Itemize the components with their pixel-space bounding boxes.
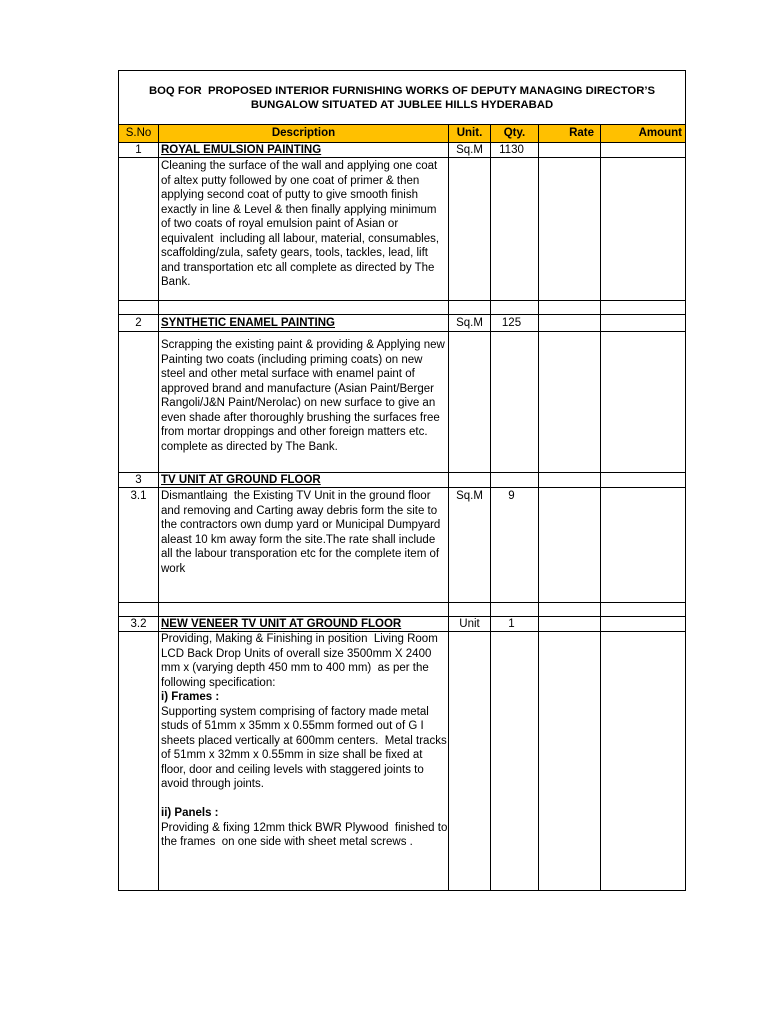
- description-cell: [159, 332, 449, 473]
- description-line: Providing & fixing 12mm thick BWR Plywood finished to: [161, 821, 448, 834]
- specification-panels: [161, 806, 448, 850]
- description-cell: [159, 158, 449, 301]
- sno-cell: [119, 332, 159, 473]
- table-row: [119, 332, 686, 473]
- empty-cell: [119, 301, 159, 315]
- rate-cell: [539, 158, 601, 301]
- description-line: applying second coat of putty to give smooth finish: [161, 189, 418, 201]
- description-line: of two coats of royal emulsion paint of Asian or: [161, 218, 399, 230]
- item-heading: NEW VENEER TV UNIT AT GROUND FLOOR: [159, 617, 449, 632]
- spacer-row: [119, 301, 686, 315]
- empty-cell: [159, 301, 449, 315]
- specification-heading: i) Frames :: [161, 691, 220, 703]
- description-line: aleast 10 km away form the site.The rate shall include: [161, 533, 436, 546]
- empty-cell: [159, 603, 449, 617]
- description-line: Bank.: [161, 276, 191, 288]
- description-line: and removing and Carting away debris form the site to: [161, 504, 438, 517]
- unit-cell: [449, 632, 491, 891]
- empty-cell: [601, 603, 686, 617]
- qty-cell: [491, 473, 539, 488]
- empty-cell: [449, 301, 491, 315]
- description-line: equivalent including all labour, material, consumables,: [161, 232, 440, 245]
- spacer-row: [119, 603, 686, 617]
- table-row: [119, 617, 686, 632]
- unit-cell: Unit: [449, 617, 491, 632]
- description-line: all the labour transporation etc for the complete item of: [161, 548, 440, 560]
- title-line-2: BUNGALOW SITUATED AT JUBLEE HILLS HYDERABAD: [250, 99, 554, 111]
- rate-cell: [539, 332, 601, 473]
- unit-cell: [449, 158, 491, 301]
- description-line: following specification:: [161, 676, 276, 689]
- unit-cell: [449, 473, 491, 488]
- description-line: the frames on one side with sheet metal screws .: [161, 836, 413, 848]
- description-line: and transportation etc all complete as directed by The: [161, 261, 435, 274]
- rate-cell: [539, 315, 601, 332]
- amount-cell: [601, 473, 686, 488]
- column-header-qty: Qty.: [491, 125, 539, 143]
- column-header-row: [119, 125, 686, 143]
- description-line: of altex putty followed by one coat of primer & then: [161, 174, 420, 187]
- table-row: [119, 473, 686, 488]
- item-heading: ROYAL EMULSION PAINTING: [159, 143, 449, 158]
- description-line: Cleaning the surface of the wall and applying one coat: [161, 160, 438, 172]
- item-heading: SYNTHETIC ENAMEL PAINTING: [159, 315, 449, 332]
- table-row: [119, 158, 686, 301]
- description-line: Rangoli/J&N Paint/Nerolac) on new surface to give an: [161, 397, 436, 409]
- description-line: of 51mm x 32mm x 0.55mm in size shall be fixed at: [161, 749, 423, 761]
- unit-cell: Sq.M: [449, 143, 491, 158]
- description-line: Painting two coats (including priming coats) on new: [161, 353, 423, 366]
- qty-cell: 125: [491, 315, 539, 332]
- empty-cell: [491, 603, 539, 617]
- empty-cell: [449, 603, 491, 617]
- description-line: complete as directed by The Bank.: [161, 440, 338, 453]
- description-line: floor, door and ceiling levels with staggered joints to: [161, 763, 424, 776]
- rate-cell: [539, 632, 601, 891]
- item-heading: TV UNIT AT GROUND FLOOR: [159, 473, 449, 488]
- qty-cell: 1: [491, 617, 539, 632]
- description-line: the contractors own dump yard or Municipal Dumpyard: [161, 519, 441, 531]
- qty-cell: [491, 332, 539, 473]
- empty-cell: [119, 603, 159, 617]
- description-line: Providing, Making & Finishing in position Living Room: [161, 633, 438, 645]
- description-line: sheets placed vertically at 600mm centers. Metal tracks: [161, 734, 447, 747]
- empty-cell: [491, 301, 539, 315]
- sno-cell: 2: [119, 315, 159, 332]
- description-line: exactly in line & Level & then finally applying minimum: [161, 203, 437, 216]
- specification-frames: [161, 690, 448, 792]
- unit-cell: Sq.M: [449, 315, 491, 332]
- description-line: Supporting system comprising of factory made metal: [161, 705, 429, 718]
- table-row: [119, 632, 686, 891]
- description-line: avoid through joints.: [161, 778, 264, 790]
- description-line: studs of 51mm x 35mm x 0.55mm formed out of G I: [161, 720, 424, 732]
- amount-cell: [601, 332, 686, 473]
- qty-cell: [491, 158, 539, 301]
- sno-cell: [119, 632, 159, 891]
- amount-cell: [601, 617, 686, 632]
- title-line-1: BOQ FOR PROPOSED INTERIOR FURNISHING WORKS OF DEPUTY MANAGING DIRECTOR’S: [148, 85, 656, 97]
- unit-cell: [449, 332, 491, 473]
- table-row: [119, 315, 686, 332]
- title-row: [119, 71, 686, 125]
- description-line: approved brand and manufacture (Asian Paint/Berger: [161, 382, 434, 395]
- specification-heading: ii) Panels :: [161, 807, 219, 819]
- table-row: [119, 143, 686, 158]
- description-cell: [159, 488, 449, 603]
- column-header-rate: Rate: [539, 125, 601, 143]
- sno-cell: 3.2: [119, 617, 159, 632]
- description-line: from mortar droppings and other foreign matters etc.: [161, 426, 428, 438]
- amount-cell: [601, 158, 686, 301]
- column-header-description: Description: [159, 125, 449, 143]
- boq-table: [118, 70, 686, 891]
- table-row: [119, 488, 686, 603]
- column-header-sno: S.No: [119, 125, 159, 143]
- amount-cell: [601, 315, 686, 332]
- qty-cell: 1130: [491, 143, 539, 158]
- empty-cell: [539, 301, 601, 315]
- description-line: LCD Back Drop Units of overall size 3500mm X 2400: [161, 647, 432, 660]
- amount-cell: [601, 632, 686, 891]
- qty-cell: [491, 632, 539, 891]
- rate-cell: [539, 488, 601, 603]
- amount-cell: [601, 143, 686, 158]
- column-header-unit: Unit.: [449, 125, 491, 143]
- rate-cell: [539, 143, 601, 158]
- sno-cell: 3.1: [119, 488, 159, 603]
- column-header-amount: Amount: [601, 125, 686, 143]
- description-line: Dismantlaing the Existing TV Unit in the ground floor: [161, 490, 431, 502]
- empty-cell: [539, 603, 601, 617]
- empty-cell: [601, 301, 686, 315]
- sno-cell: 3: [119, 473, 159, 488]
- description-line: Scrapping the existing paint & providing & Applying new: [161, 339, 445, 351]
- rate-cell: [539, 473, 601, 488]
- qty-cell: 9: [491, 488, 539, 603]
- description-line: work: [161, 562, 186, 575]
- amount-cell: [601, 488, 686, 603]
- document-title: [119, 71, 686, 125]
- rate-cell: [539, 617, 601, 632]
- description-line: mm x (varying depth 450 mm to 400 mm) as per the: [161, 662, 429, 674]
- sno-cell: 1: [119, 143, 159, 158]
- description-cell: [159, 632, 449, 891]
- unit-cell: Sq.M: [449, 488, 491, 603]
- description-line: even shade after thoroughly brushing the surfaces free: [161, 411, 440, 424]
- sno-cell: [119, 158, 159, 301]
- description-line: scaffolding/zula, safety gears, tools, tackles, lead, lift: [161, 247, 428, 259]
- description-line: steel and other metal surface with enamel paint of: [161, 368, 415, 380]
